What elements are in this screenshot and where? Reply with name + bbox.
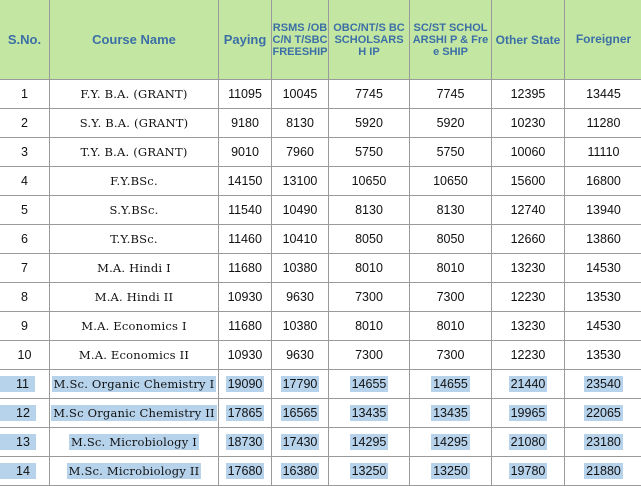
cell-rsms-freeship: 7960 bbox=[272, 138, 329, 167]
cell-paying bbox=[219, 370, 272, 399]
cell-course-name bbox=[50, 457, 219, 486]
table-row bbox=[0, 225, 641, 254]
cell-paying bbox=[219, 428, 272, 457]
selected-text: 19780 bbox=[509, 463, 548, 479]
cell-obc-scholarship: 7745 bbox=[329, 80, 410, 109]
table-row bbox=[0, 80, 641, 109]
selected-text: 14295 bbox=[350, 434, 389, 450]
cell-scst-scholarship: 8050 bbox=[410, 225, 492, 254]
cell-other-state bbox=[492, 399, 565, 428]
cell-paying: 11680 bbox=[219, 312, 272, 341]
selected-text: 11 bbox=[0, 376, 35, 392]
cell-rsms-freeship: 10410 bbox=[272, 225, 329, 254]
cell-course-name: F.Y. B.A. (GRANT) bbox=[50, 80, 219, 109]
cell-obc-scholarship: 5920 bbox=[329, 109, 410, 138]
selected-text: M.Sc. Organic Chemistry I bbox=[52, 376, 217, 392]
cell-sno: 9 bbox=[0, 312, 50, 341]
table-row bbox=[0, 312, 641, 341]
cell-rsms-freeship bbox=[272, 399, 329, 428]
selected-text: 17430 bbox=[281, 434, 320, 450]
cell-paying: 9180 bbox=[219, 109, 272, 138]
selected-text: M.Sc. Microbiology I bbox=[69, 434, 199, 450]
cell-course-name: M.A. Economics I bbox=[50, 312, 219, 341]
selected-text: 17865 bbox=[226, 405, 265, 421]
cell-rsms-freeship bbox=[272, 428, 329, 457]
cell-paying bbox=[219, 399, 272, 428]
table-row bbox=[0, 370, 641, 399]
cell-rsms-freeship: 8130 bbox=[272, 109, 329, 138]
cell-sno: 6 bbox=[0, 225, 50, 254]
cell-sno: 8 bbox=[0, 283, 50, 312]
cell-foreigner bbox=[565, 370, 641, 399]
header-sno: S.No. bbox=[0, 0, 50, 80]
cell-sno: 7 bbox=[0, 254, 50, 283]
cell-foreigner: 11110 bbox=[565, 138, 641, 167]
selected-text: 13435 bbox=[431, 405, 470, 421]
table-row bbox=[0, 428, 641, 457]
cell-course-name bbox=[50, 370, 219, 399]
cell-scst-scholarship: 10650 bbox=[410, 167, 492, 196]
cell-course-name: T.Y.BSc. bbox=[50, 225, 219, 254]
table-row bbox=[0, 167, 641, 196]
cell-course-name bbox=[50, 428, 219, 457]
header-obc-scholarship: OBC/NT/S BC SCHOLSARSH IP bbox=[329, 0, 410, 80]
table-row bbox=[0, 138, 641, 167]
cell-scst-scholarship bbox=[410, 457, 492, 486]
cell-scst-scholarship bbox=[410, 428, 492, 457]
cell-obc-scholarship: 10650 bbox=[329, 167, 410, 196]
cell-paying: 11460 bbox=[219, 225, 272, 254]
selected-text: 21080 bbox=[509, 434, 548, 450]
cell-foreigner bbox=[565, 428, 641, 457]
table-row bbox=[0, 341, 641, 370]
cell-rsms-freeship bbox=[272, 370, 329, 399]
cell-obc-scholarship bbox=[329, 428, 410, 457]
cell-course-name: S.Y. B.A. (GRANT) bbox=[50, 109, 219, 138]
selected-text: 21440 bbox=[509, 376, 548, 392]
cell-foreigner: 13940 bbox=[565, 196, 641, 225]
cell-scst-scholarship: 7300 bbox=[410, 341, 492, 370]
table-row bbox=[0, 399, 641, 428]
cell-course-name: T.Y. B.A. (GRANT) bbox=[50, 138, 219, 167]
cell-foreigner: 13860 bbox=[565, 225, 641, 254]
selected-text: 14655 bbox=[350, 376, 389, 392]
selected-text: 13250 bbox=[350, 463, 389, 479]
cell-sno: 5 bbox=[0, 196, 50, 225]
cell-rsms-freeship: 10490 bbox=[272, 196, 329, 225]
cell-sno bbox=[0, 370, 50, 399]
cell-course-name: M.A. Economics II bbox=[50, 341, 219, 370]
cell-scst-scholarship: 8010 bbox=[410, 254, 492, 283]
cell-other-state: 13230 bbox=[492, 254, 565, 283]
selected-text: 14 bbox=[0, 463, 36, 479]
cell-obc-scholarship: 5750 bbox=[329, 138, 410, 167]
table-row bbox=[0, 109, 641, 138]
cell-other-state: 12230 bbox=[492, 283, 565, 312]
cell-foreigner: 13445 bbox=[565, 80, 641, 109]
selected-text: 22065 bbox=[584, 405, 623, 421]
cell-other-state: 13230 bbox=[492, 312, 565, 341]
table-row bbox=[0, 254, 641, 283]
cell-sno: 1 bbox=[0, 80, 50, 109]
selected-text: 13250 bbox=[431, 463, 470, 479]
cell-foreigner: 13530 bbox=[565, 341, 641, 370]
selected-text: 14295 bbox=[431, 434, 470, 450]
cell-rsms-freeship: 9630 bbox=[272, 283, 329, 312]
selected-text: 16565 bbox=[281, 405, 320, 421]
cell-sno: 10 bbox=[0, 341, 50, 370]
header-scst-scholarship: SC/ST SCHOLARSHI P & Free SHIP bbox=[410, 0, 492, 80]
selected-text: 13435 bbox=[350, 405, 389, 421]
cell-scst-scholarship: 8130 bbox=[410, 196, 492, 225]
cell-foreigner: 11280 bbox=[565, 109, 641, 138]
cell-obc-scholarship bbox=[329, 370, 410, 399]
cell-scst-scholarship bbox=[410, 370, 492, 399]
cell-rsms-freeship: 10045 bbox=[272, 80, 329, 109]
cell-paying: 11680 bbox=[219, 254, 272, 283]
selected-text: 21880 bbox=[584, 463, 623, 479]
header-rsms-freeship: RSMS /OBC/N T/SBC FREESHIP bbox=[272, 0, 329, 80]
cell-rsms-freeship: 10380 bbox=[272, 312, 329, 341]
cell-obc-scholarship: 7300 bbox=[329, 341, 410, 370]
table-row bbox=[0, 196, 641, 225]
cell-other-state bbox=[492, 457, 565, 486]
cell-paying: 10930 bbox=[219, 283, 272, 312]
cell-obc-scholarship: 7300 bbox=[329, 283, 410, 312]
selected-text: 13 bbox=[0, 434, 36, 450]
cell-course-name: F.Y.BSc. bbox=[50, 167, 219, 196]
table-row bbox=[0, 283, 641, 312]
cell-scst-scholarship: 8010 bbox=[410, 312, 492, 341]
header-paying: Paying bbox=[219, 0, 272, 80]
selected-text: 14655 bbox=[431, 376, 470, 392]
selected-text: 23180 bbox=[584, 434, 623, 450]
cell-course-name: M.A. Hindi I bbox=[50, 254, 219, 283]
cell-other-state bbox=[492, 370, 565, 399]
selected-text: M.Sc. Microbiology II bbox=[67, 463, 202, 479]
cell-foreigner: 13530 bbox=[565, 283, 641, 312]
selected-text: 12 bbox=[0, 405, 36, 421]
cell-rsms-freeship: 10380 bbox=[272, 254, 329, 283]
cell-course-name: M.A. Hindi II bbox=[50, 283, 219, 312]
cell-sno: 3 bbox=[0, 138, 50, 167]
cell-sno: 4 bbox=[0, 167, 50, 196]
cell-scst-scholarship: 7300 bbox=[410, 283, 492, 312]
cell-scst-scholarship: 5750 bbox=[410, 138, 492, 167]
cell-course-name: S.Y.BSc. bbox=[50, 196, 219, 225]
cell-paying bbox=[219, 457, 272, 486]
selected-text: 17680 bbox=[226, 463, 265, 479]
selected-text: 19965 bbox=[509, 405, 548, 421]
cell-sno bbox=[0, 428, 50, 457]
selected-text: 17790 bbox=[281, 376, 320, 392]
cell-paying: 9010 bbox=[219, 138, 272, 167]
selected-text: 16380 bbox=[281, 463, 320, 479]
cell-obc-scholarship: 8010 bbox=[329, 312, 410, 341]
cell-other-state: 12740 bbox=[492, 196, 565, 225]
cell-foreigner: 14530 bbox=[565, 312, 641, 341]
cell-sno bbox=[0, 399, 50, 428]
cell-other-state bbox=[492, 428, 565, 457]
cell-rsms-freeship: 13100 bbox=[272, 167, 329, 196]
selected-text: 19090 bbox=[226, 376, 265, 392]
cell-other-state: 10230 bbox=[492, 109, 565, 138]
cell-paying: 11095 bbox=[219, 80, 272, 109]
cell-other-state: 10060 bbox=[492, 138, 565, 167]
cell-paying: 14150 bbox=[219, 167, 272, 196]
cell-foreigner bbox=[565, 399, 641, 428]
cell-scst-scholarship bbox=[410, 399, 492, 428]
selected-text: M.Sc Organic Chemistry II bbox=[51, 405, 217, 421]
cell-obc-scholarship: 8130 bbox=[329, 196, 410, 225]
cell-other-state: 15600 bbox=[492, 167, 565, 196]
cell-paying: 10930 bbox=[219, 341, 272, 370]
cell-foreigner bbox=[565, 457, 641, 486]
cell-obc-scholarship: 8050 bbox=[329, 225, 410, 254]
header-foreigner: Foreigner bbox=[565, 0, 641, 80]
cell-obc-scholarship bbox=[329, 457, 410, 486]
cell-paying: 11540 bbox=[219, 196, 272, 225]
cell-sno: 2 bbox=[0, 109, 50, 138]
cell-rsms-freeship bbox=[272, 457, 329, 486]
cell-obc-scholarship: 8010 bbox=[329, 254, 410, 283]
header-row bbox=[0, 0, 641, 80]
header-course-name: Course Name bbox=[50, 0, 219, 80]
cell-other-state: 12230 bbox=[492, 341, 565, 370]
selected-text: 18730 bbox=[226, 434, 265, 450]
cell-scst-scholarship: 5920 bbox=[410, 109, 492, 138]
table-row bbox=[0, 457, 641, 486]
cell-obc-scholarship bbox=[329, 399, 410, 428]
header-other-state: Other State bbox=[492, 0, 565, 80]
table-body bbox=[0, 80, 641, 486]
cell-other-state: 12660 bbox=[492, 225, 565, 254]
selected-text: 23540 bbox=[584, 376, 623, 392]
cell-other-state: 12395 bbox=[492, 80, 565, 109]
cell-course-name bbox=[50, 399, 219, 428]
cell-foreigner: 14530 bbox=[565, 254, 641, 283]
cell-foreigner: 16800 bbox=[565, 167, 641, 196]
cell-sno bbox=[0, 457, 50, 486]
cell-rsms-freeship: 9630 bbox=[272, 341, 329, 370]
cell-scst-scholarship: 7745 bbox=[410, 80, 492, 109]
